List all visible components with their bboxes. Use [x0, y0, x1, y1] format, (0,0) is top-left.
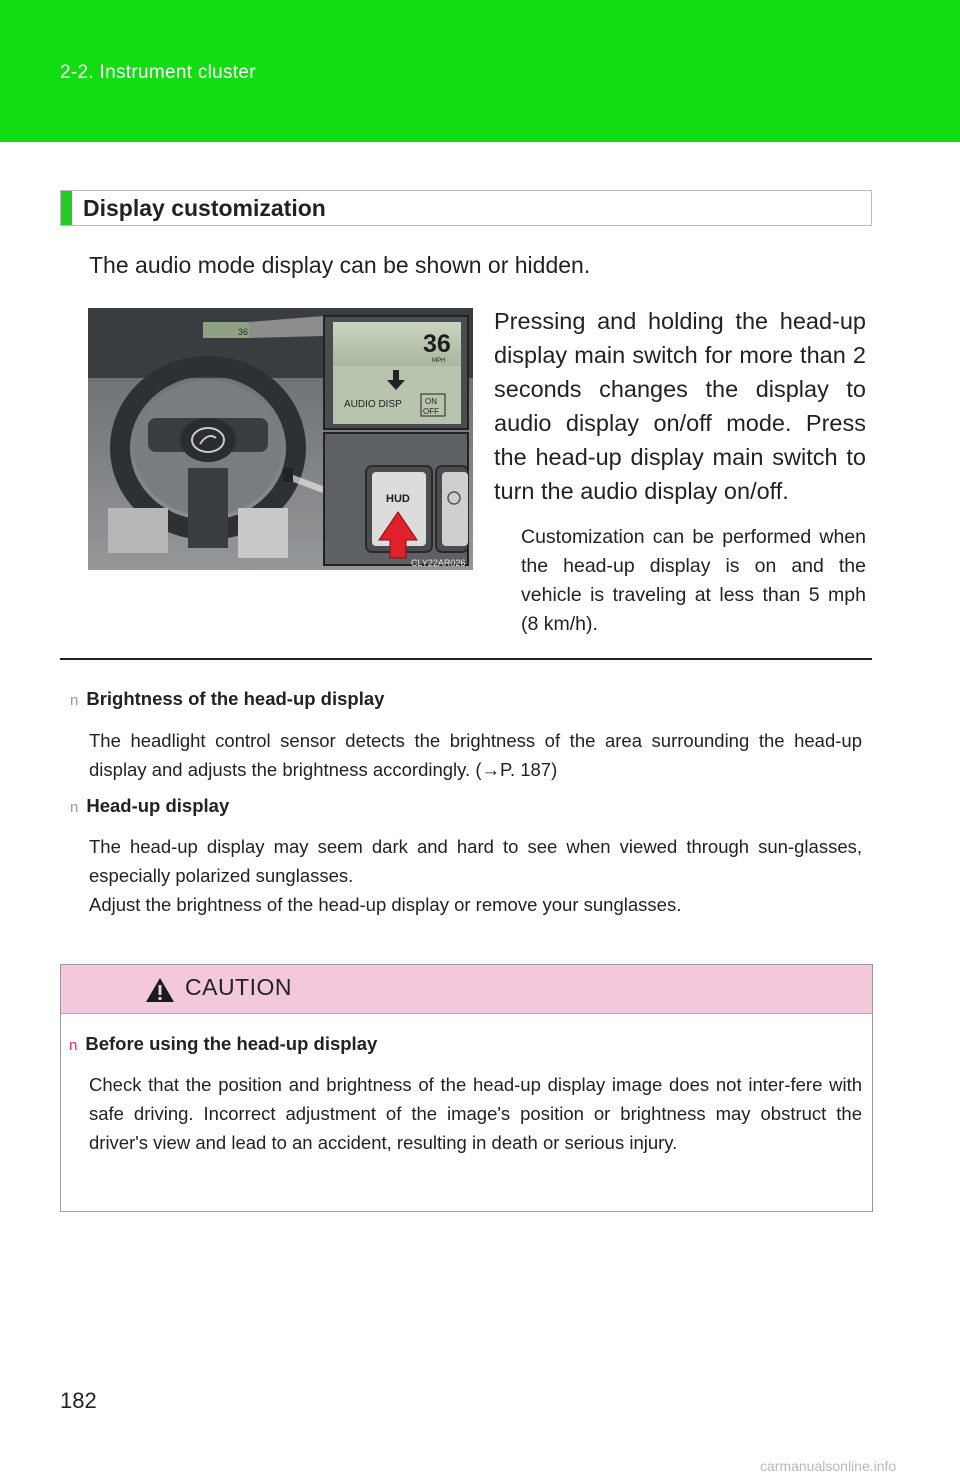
heading-accent-bar: [61, 191, 72, 225]
hud-speed-value: 36: [423, 330, 451, 358]
caution-header: [61, 965, 872, 1014]
caution-text: Check that the position and brightness of the head-up display image does not inter-fere with safe driving. Incorrect adjustment of the image's position or brightness may obstruct the driver's view and lead to an accident, resulting in death or serious injury.: [89, 1074, 862, 1153]
warning-triangle-icon: [145, 977, 175, 1003]
note-text-hud-2: Adjust the brightness of the head-up display or remove your sunglasses.: [89, 894, 682, 915]
figure-code: CLY22AR026: [411, 558, 466, 568]
header-band: [0, 0, 960, 142]
dashboard-illustration: [88, 308, 473, 570]
hud-switch-label: HUD: [386, 493, 410, 505]
caution-item-title-text: Before using the head-up display: [85, 1033, 378, 1054]
caution-item-title: [69, 1033, 377, 1055]
note-text-brightness: The headlight control sensor detects the brightness of the area surrounding the head-up display and adjusts the brightness accordingly. (→P. 187): [89, 730, 862, 780]
note-title-hud: [70, 795, 229, 817]
hud-speed-unit: MPH: [432, 358, 446, 364]
caution-title: CAUTION: [185, 974, 292, 1000]
bullet-marker: n: [69, 1037, 78, 1054]
bullet-marker: n: [70, 799, 79, 816]
audio-disp-label: AUDIO DISP: [344, 399, 402, 410]
section-label: 2-2. Instrument cluster: [60, 62, 256, 83]
side-description: Pressing and holding the head-up display main switch for more than 2 seconds changes the display to audio display on/off mode. Press the head-up display main switch to turn the audio display on/off.: [494, 308, 866, 504]
intro-text: The audio mode display can be shown or hidden.: [89, 252, 591, 278]
section-heading: [60, 190, 872, 226]
note-title-text: Head-up display: [86, 795, 230, 816]
bullet-marker: n: [70, 692, 79, 709]
section-divider: [60, 658, 872, 660]
note-text-hud: The head-up display may seem dark and hard to see when viewed through sun-glasses, especially polarized sunglasses.: [89, 836, 862, 886]
audio-off-label: OFF: [423, 407, 439, 416]
caution-box: [60, 964, 873, 1212]
audio-on-label: ON: [425, 397, 437, 406]
note-title-text: Brightness of the head-up display: [86, 688, 385, 709]
side-note: Customization can be performed when the head-up display is on and the vehicle is traveling at less than 5 mph (8 km/h).: [521, 526, 866, 635]
watermark: carmanualsonline.info: [760, 1458, 897, 1474]
page-number: 182: [60, 1388, 97, 1413]
hud-figure: [88, 308, 473, 570]
heading-title: Display customization: [83, 195, 326, 221]
windshield-hud-speed: 36: [238, 327, 249, 337]
note-title-brightness: [70, 688, 384, 710]
